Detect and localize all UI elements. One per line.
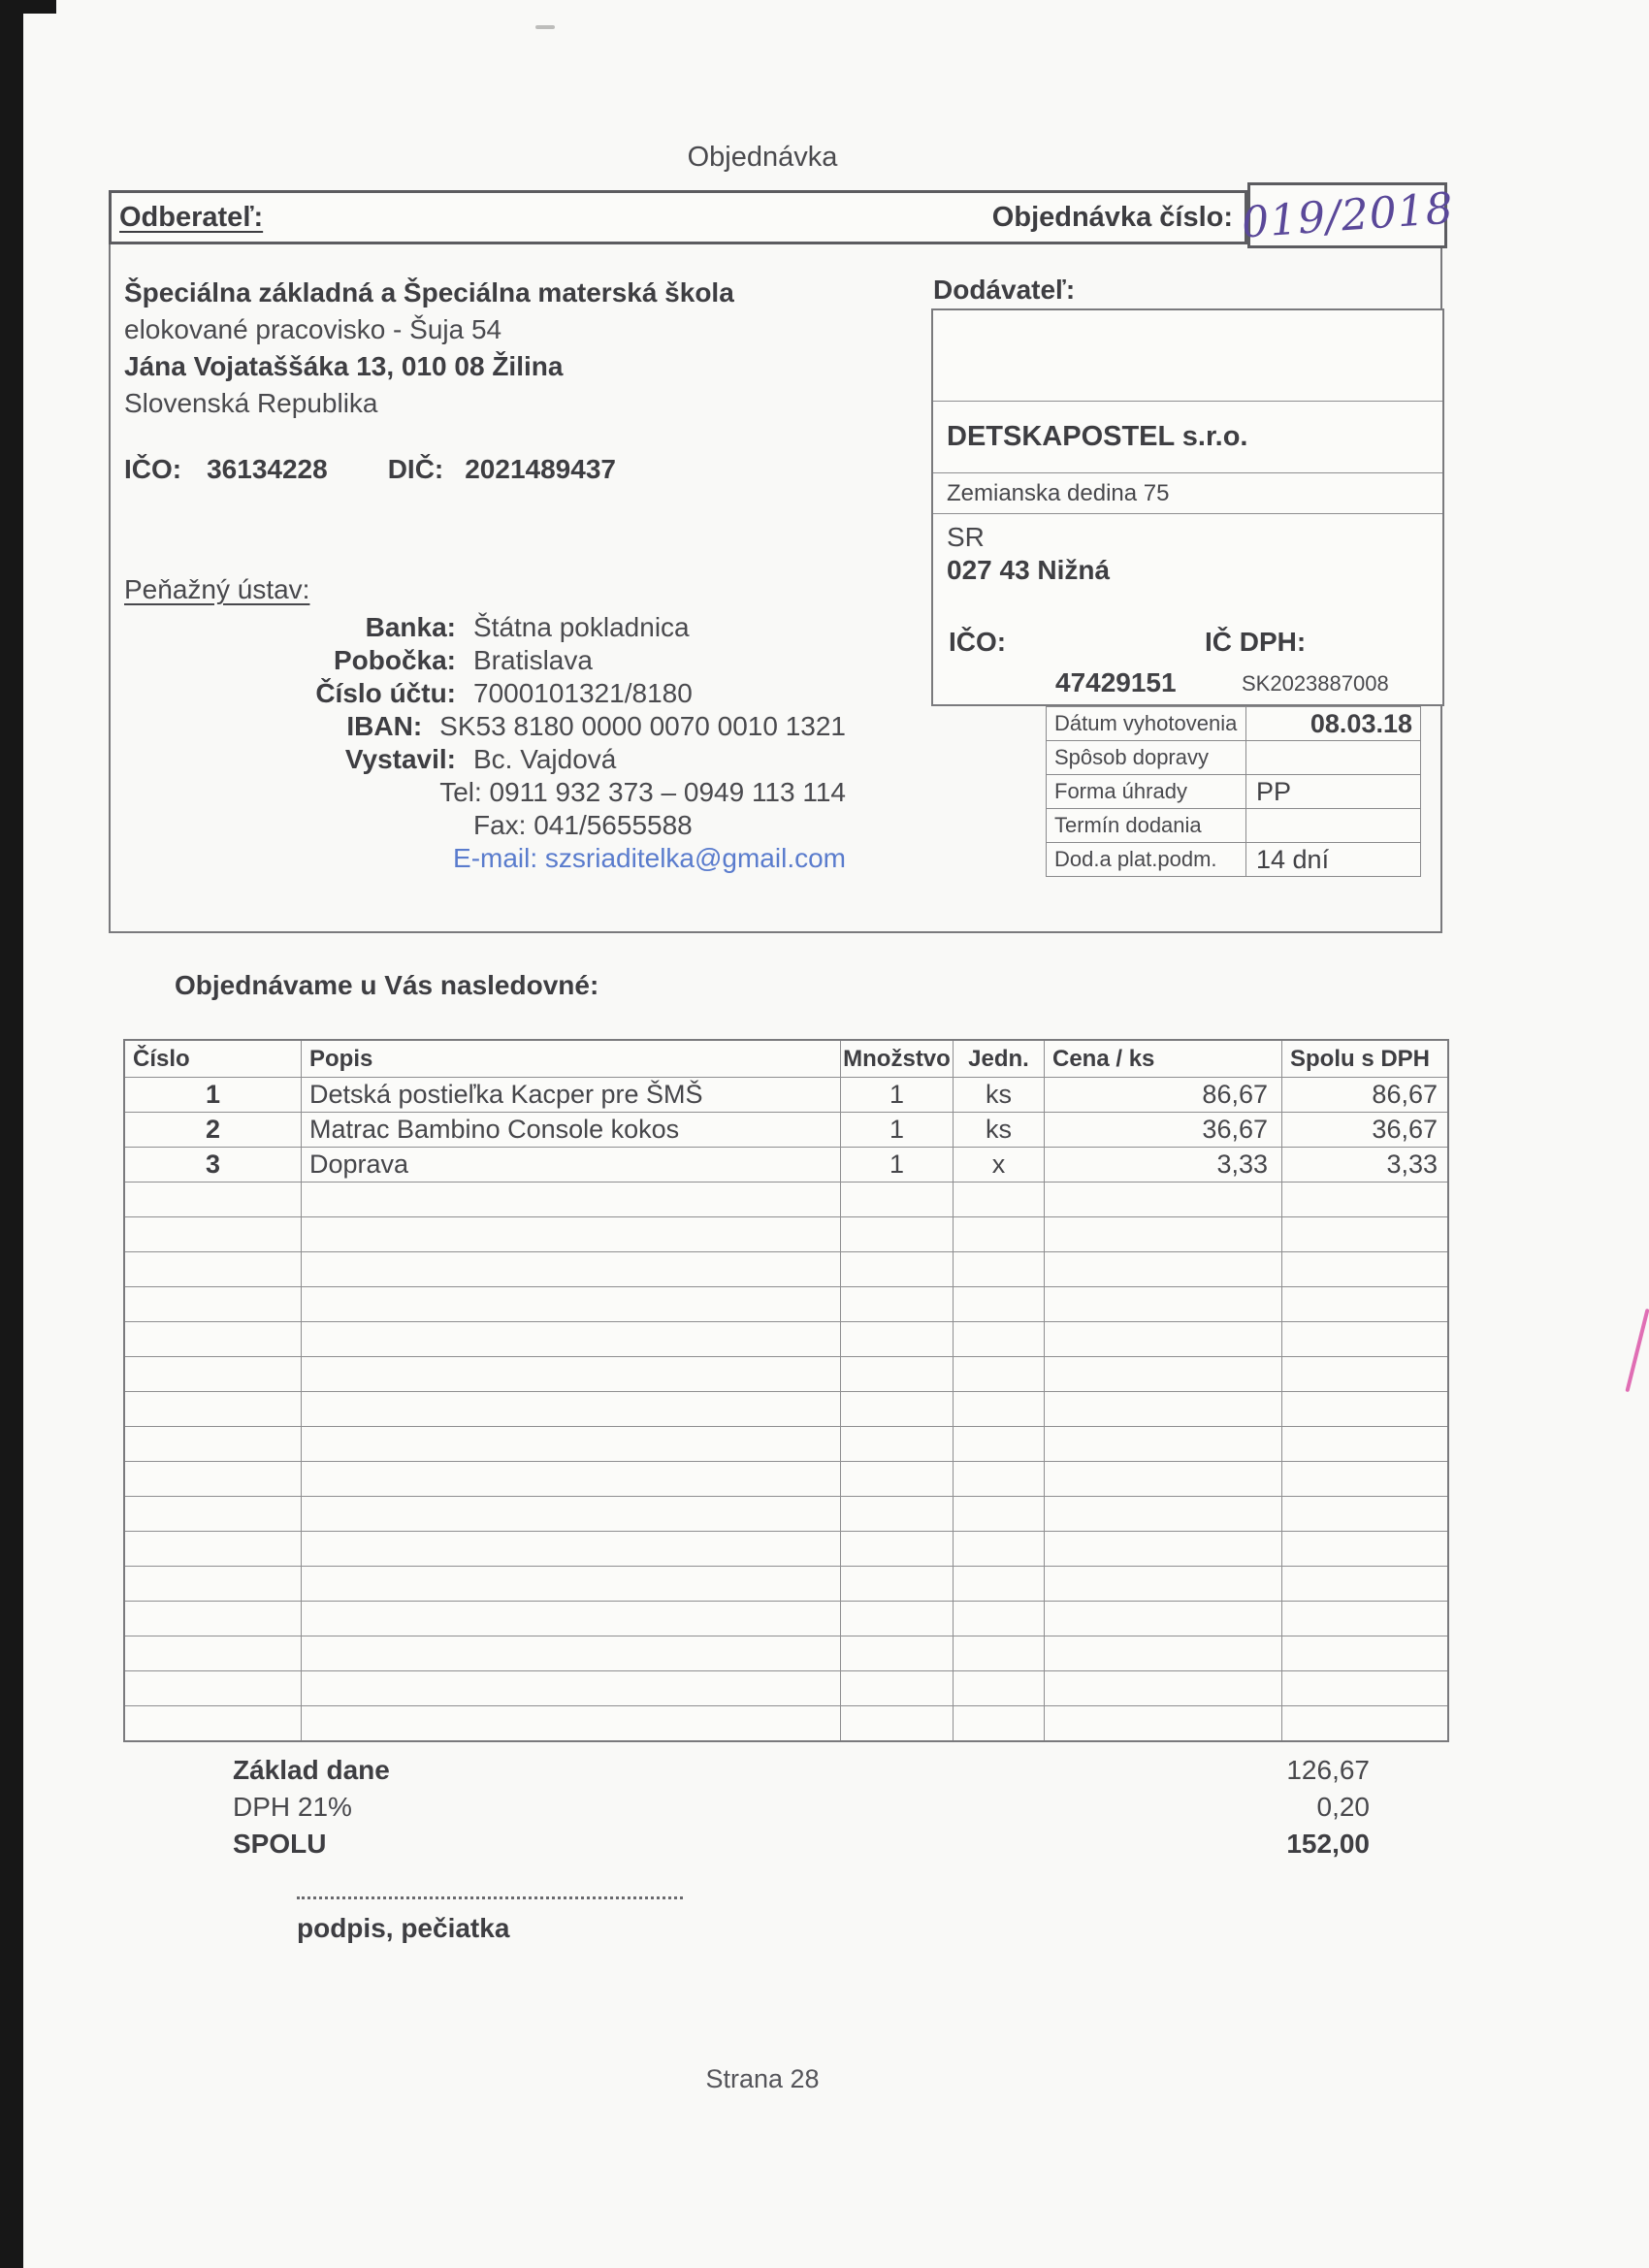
empty-cell [1282, 1357, 1448, 1392]
empty-item-row [125, 1217, 1448, 1252]
bank-row-value: Tel: 0911 932 373 – 0949 113 114 [439, 777, 846, 807]
empty-item-row [125, 1252, 1448, 1287]
empty-cell [302, 1636, 841, 1671]
items-table-body [125, 1078, 1448, 1741]
empty-cell [841, 1427, 954, 1462]
totals-row [233, 1826, 1370, 1863]
empty-cell [1045, 1462, 1282, 1497]
empty-cell [302, 1497, 841, 1532]
empty-cell [1282, 1636, 1448, 1671]
empty-cell [1045, 1602, 1282, 1636]
item-description: Detská postieľka Kacper pre ŠMŠ [302, 1078, 841, 1113]
empty-cell [1282, 1497, 1448, 1532]
empty-cell [302, 1287, 841, 1322]
supplier-box [931, 308, 1444, 706]
empty-cell [954, 1322, 1045, 1357]
item-total: 36,67 [1282, 1113, 1448, 1148]
empty-cell [1282, 1567, 1448, 1602]
supplier-ico-value: 47429151 [1055, 667, 1177, 697]
bank-row-value: Fax: 041/5655588 [473, 810, 693, 840]
totals-value: 0,20 [1316, 1792, 1370, 1822]
supplier-meta-table [1046, 706, 1421, 877]
signature-dotted-line [297, 1890, 683, 1899]
empty-cell [125, 1287, 302, 1322]
empty-cell [841, 1497, 954, 1532]
empty-cell [125, 1427, 302, 1462]
customer-country: Slovenská Republika [124, 388, 378, 418]
signature-caption: podpis, pečiatka [297, 1913, 510, 1943]
scan-edge-corner [0, 0, 56, 14]
bank-row-value: 7000101321/8180 [473, 678, 693, 708]
empty-cell [954, 1671, 1045, 1706]
bank-row-value: E-mail: szsriaditelka@gmail.com [453, 843, 846, 873]
bank-row [109, 710, 846, 743]
customer-name: Špeciálna základná a Špeciálna materská škola [124, 277, 734, 308]
empty-cell [1282, 1287, 1448, 1322]
item-total: 86,67 [1282, 1078, 1448, 1113]
supplier-meta-label: Dátum vyhotovenia [1047, 707, 1246, 741]
scan-dash-artifact [535, 25, 555, 29]
empty-cell [1282, 1183, 1448, 1217]
empty-cell [125, 1497, 302, 1532]
items-table [124, 1040, 1448, 1741]
item-row [125, 1148, 1448, 1183]
empty-cell [1045, 1532, 1282, 1567]
item-price: 86,67 [1045, 1078, 1282, 1113]
item-number: 1 [125, 1078, 302, 1113]
items-column-header: Množstvo [841, 1041, 954, 1078]
supplier-meta-row [1047, 843, 1421, 877]
bank-row [109, 776, 846, 809]
totals-row [233, 1752, 1370, 1789]
item-unit: x [954, 1148, 1045, 1183]
items-table-head [125, 1041, 1448, 1078]
item-total: 3,33 [1282, 1148, 1448, 1183]
customer-ico-dic-line [124, 454, 616, 485]
empty-cell [841, 1357, 954, 1392]
empty-cell [1045, 1706, 1282, 1741]
handwritten-order-number: 019/2018 [1240, 182, 1455, 248]
empty-cell [1045, 1636, 1282, 1671]
supplier-empty-compartment [933, 310, 1442, 402]
empty-item-row [125, 1532, 1448, 1567]
supplier-street: Zemianska dedina 75 [933, 473, 1442, 514]
empty-cell [302, 1532, 841, 1567]
customer-ico-label: IČO: [124, 454, 182, 484]
empty-item-row [125, 1322, 1448, 1357]
empty-cell [954, 1497, 1045, 1532]
empty-cell [1045, 1671, 1282, 1706]
item-row [125, 1113, 1448, 1148]
empty-cell [302, 1357, 841, 1392]
empty-item-row [125, 1462, 1448, 1497]
supplier-meta-value: 14 dní [1246, 843, 1421, 877]
supplier-meta-row [1047, 707, 1421, 741]
empty-item-row [125, 1636, 1448, 1671]
scan-edge-strip [0, 0, 23, 2268]
empty-item-row [125, 1497, 1448, 1532]
bank-row [109, 842, 846, 875]
empty-cell [125, 1322, 302, 1357]
order-number-box [1240, 182, 1455, 248]
empty-cell [1282, 1462, 1448, 1497]
empty-item-row [125, 1567, 1448, 1602]
empty-cell [125, 1462, 302, 1497]
empty-cell [1045, 1183, 1282, 1217]
empty-cell [1282, 1706, 1448, 1741]
supplier-meta-value: PP [1246, 775, 1421, 809]
empty-cell [841, 1183, 954, 1217]
order-header-bar [109, 190, 1247, 244]
empty-cell [1045, 1322, 1282, 1357]
empty-cell [841, 1567, 954, 1602]
empty-cell [302, 1567, 841, 1602]
customer-section-label: Odberateľ: [119, 201, 264, 233]
bank-row-value: Bc. Vajdová [473, 744, 617, 774]
supplier-section-label: Dodávateľ: [933, 275, 1076, 305]
empty-cell [125, 1567, 302, 1602]
empty-cell [302, 1706, 841, 1741]
empty-cell [1045, 1427, 1282, 1462]
item-description: Matrac Bambino Console kokos [302, 1113, 841, 1148]
bank-row-label: Číslo účtu: [315, 678, 456, 708]
empty-cell [1282, 1392, 1448, 1427]
empty-cell [1045, 1357, 1282, 1392]
bank-row-value: Štátna pokladnica [473, 612, 690, 642]
empty-cell [125, 1252, 302, 1287]
empty-cell [954, 1287, 1045, 1322]
empty-cell [125, 1217, 302, 1252]
empty-cell [302, 1671, 841, 1706]
bank-row-label: Vystavil: [344, 744, 456, 774]
totals-label: SPOLU [233, 1829, 327, 1859]
empty-cell [954, 1636, 1045, 1671]
item-unit: ks [954, 1113, 1045, 1148]
item-row [125, 1078, 1448, 1113]
empty-item-row [125, 1671, 1448, 1706]
supplier-city: 027 43 Nižná [947, 555, 1111, 585]
supplier-ico-label: IČO: [949, 627, 1007, 657]
totals-value: 152,00 [1286, 1829, 1370, 1859]
bank-row [109, 644, 846, 677]
empty-cell [841, 1462, 954, 1497]
bank-row-label: Banka: [365, 612, 456, 642]
bank-row-value: Bratislava [473, 645, 593, 675]
supplier-meta-value [1246, 809, 1421, 843]
empty-cell [1282, 1252, 1448, 1287]
supplier-meta-row [1047, 741, 1421, 775]
item-number: 2 [125, 1113, 302, 1148]
item-price: 36,67 [1045, 1113, 1282, 1148]
empty-cell [841, 1532, 954, 1567]
customer-dic-value: 2021489437 [465, 454, 616, 484]
bank-row-value: SK53 8180 0000 0070 0010 1321 [439, 711, 846, 741]
empty-item-row [125, 1357, 1448, 1392]
totals-label: DPH 21% [233, 1792, 352, 1822]
empty-cell [1045, 1217, 1282, 1252]
empty-cell [1045, 1252, 1282, 1287]
empty-cell [841, 1252, 954, 1287]
bank-section-title: Peňažný ústav: [124, 574, 310, 604]
supplier-meta-row [1047, 775, 1421, 809]
empty-item-row [125, 1706, 1448, 1741]
item-qty: 1 [841, 1078, 954, 1113]
totals-label: Základ dane [233, 1755, 390, 1785]
empty-cell [1045, 1497, 1282, 1532]
empty-cell [841, 1392, 954, 1427]
empty-cell [954, 1602, 1045, 1636]
supplier-meta-label: Spôsob dopravy [1047, 741, 1246, 775]
empty-cell [841, 1636, 954, 1671]
empty-cell [302, 1392, 841, 1427]
empty-cell [125, 1671, 302, 1706]
bank-row [109, 677, 846, 710]
empty-cell [841, 1706, 954, 1741]
customer-address-block [124, 275, 734, 422]
supplier-meta-body [1047, 707, 1421, 877]
item-unit: ks [954, 1078, 1045, 1113]
empty-cell [954, 1392, 1045, 1427]
bank-row [109, 809, 846, 842]
items-column-header: Číslo [125, 1041, 302, 1078]
customer-ico-value: 36134228 [207, 454, 328, 484]
empty-cell [125, 1602, 302, 1636]
items-column-header: Cena / ks [1045, 1041, 1282, 1078]
item-qty: 1 [841, 1148, 954, 1183]
item-number: 3 [125, 1148, 302, 1183]
supplier-meta-value [1246, 741, 1421, 775]
totals-value: 126,67 [1286, 1755, 1370, 1785]
empty-cell [302, 1252, 841, 1287]
empty-cell [302, 1602, 841, 1636]
supplier-meta-label: Termín dodania [1047, 809, 1246, 843]
empty-cell [125, 1183, 302, 1217]
item-qty: 1 [841, 1113, 954, 1148]
empty-item-row [125, 1602, 1448, 1636]
empty-cell [954, 1183, 1045, 1217]
empty-cell [302, 1462, 841, 1497]
supplier-meta-row [1047, 809, 1421, 843]
empty-cell [841, 1217, 954, 1252]
empty-cell [954, 1706, 1045, 1741]
totals-block [233, 1752, 1370, 1863]
empty-cell [125, 1636, 302, 1671]
bank-row [109, 611, 846, 644]
bank-row-label: Pobočka: [333, 645, 456, 675]
supplier-icdph-label: IČ DPH: [1205, 627, 1307, 657]
empty-cell [125, 1706, 302, 1741]
empty-cell [841, 1322, 954, 1357]
customer-dic-label: DIČ: [387, 454, 444, 484]
empty-cell [1282, 1532, 1448, 1567]
customer-address-line3: Jána Vojataššáka 13, 010 08 Žilina [124, 351, 564, 381]
supplier-meta-label: Forma úhrady [1047, 775, 1246, 809]
items-header-row [125, 1041, 1448, 1078]
empty-cell [125, 1392, 302, 1427]
empty-cell [841, 1602, 954, 1636]
supplier-icdph-value: SK2023887008 [1242, 671, 1389, 696]
empty-cell [125, 1357, 302, 1392]
supplier-country: SR [947, 522, 985, 552]
page-number: Strana 28 [705, 2064, 820, 2093]
empty-cell [954, 1567, 1045, 1602]
empty-cell [954, 1252, 1045, 1287]
empty-item-row [125, 1427, 1448, 1462]
page-title: Objednávka [687, 142, 838, 173]
empty-cell [1282, 1602, 1448, 1636]
empty-cell [302, 1217, 841, 1252]
order-number-label: Objednávka číslo: [991, 201, 1233, 233]
supplier-name: DETSKAPOSTEL s.r.o. [933, 402, 1442, 473]
empty-cell [302, 1183, 841, 1217]
empty-cell [1282, 1217, 1448, 1252]
empty-cell [125, 1532, 302, 1567]
bank-rows [109, 611, 846, 875]
items-column-header: Popis [302, 1041, 841, 1078]
empty-item-row [125, 1287, 1448, 1322]
empty-cell [954, 1462, 1045, 1497]
totals-row [233, 1789, 1370, 1826]
supplier-meta-label: Dod.a plat.podm. [1047, 843, 1246, 877]
empty-cell [1282, 1671, 1448, 1706]
empty-item-row [125, 1183, 1448, 1217]
empty-cell [1045, 1567, 1282, 1602]
empty-cell [302, 1427, 841, 1462]
empty-cell [841, 1671, 954, 1706]
empty-item-row [125, 1392, 1448, 1427]
supplier-meta-value: 08.03.18 [1246, 707, 1421, 741]
bank-row-label: IBAN: [346, 711, 423, 741]
empty-cell [954, 1217, 1045, 1252]
empty-cell [954, 1357, 1045, 1392]
empty-cell [1045, 1392, 1282, 1427]
items-column-header: Jedn. [954, 1041, 1045, 1078]
item-price: 3,33 [1045, 1148, 1282, 1183]
order-intro: Objednávame u Vás nasledovné: [175, 970, 599, 1000]
empty-cell [1282, 1427, 1448, 1462]
pink-pen-mark [1625, 1309, 1649, 1392]
bank-row [109, 743, 846, 776]
customer-address-line2: elokované pracovisko - Šuja 54 [124, 314, 502, 344]
empty-cell [1282, 1322, 1448, 1357]
item-description: Doprava [302, 1148, 841, 1183]
empty-cell [302, 1322, 841, 1357]
empty-cell [1045, 1287, 1282, 1322]
empty-cell [841, 1287, 954, 1322]
items-column-header: Spolu s DPH [1282, 1041, 1448, 1078]
empty-cell [954, 1427, 1045, 1462]
empty-cell [954, 1532, 1045, 1567]
